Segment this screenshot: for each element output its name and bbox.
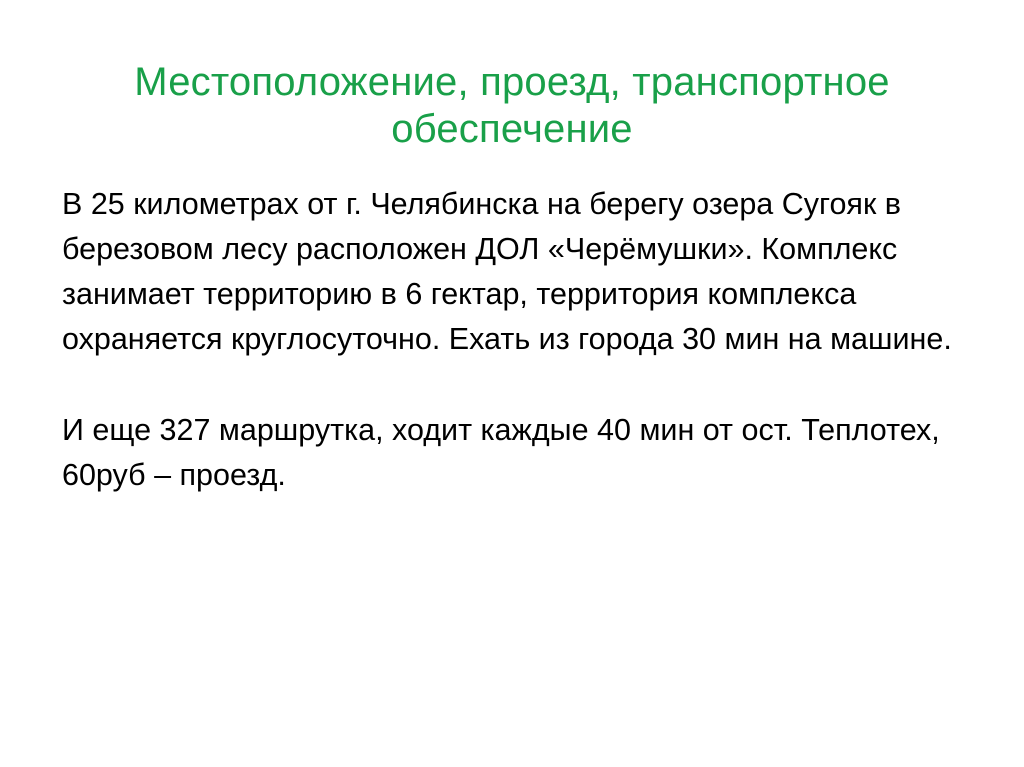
body-paragraph-1: В 25 километрах от г. Челябинска на берегу озера Сугояк в березовом лесу расположен ДОЛ «Черёмушки». Комплекс занимает территорию в 6 гектар, территория комплекса охраняется круглосуточно. Ехать из города 30 мин на машине. — [62, 187, 952, 357]
slide-title: Местоположение, проезд, транспортное обеспечение — [134, 59, 890, 151]
slide-body — [62, 182, 962, 498]
paragraph-spacer — [62, 363, 962, 408]
body-paragraph-2: И еще 327 маршрутка, ходит каждые 40 мин от ост. Теплотех, 60руб – проезд. — [62, 412, 940, 492]
